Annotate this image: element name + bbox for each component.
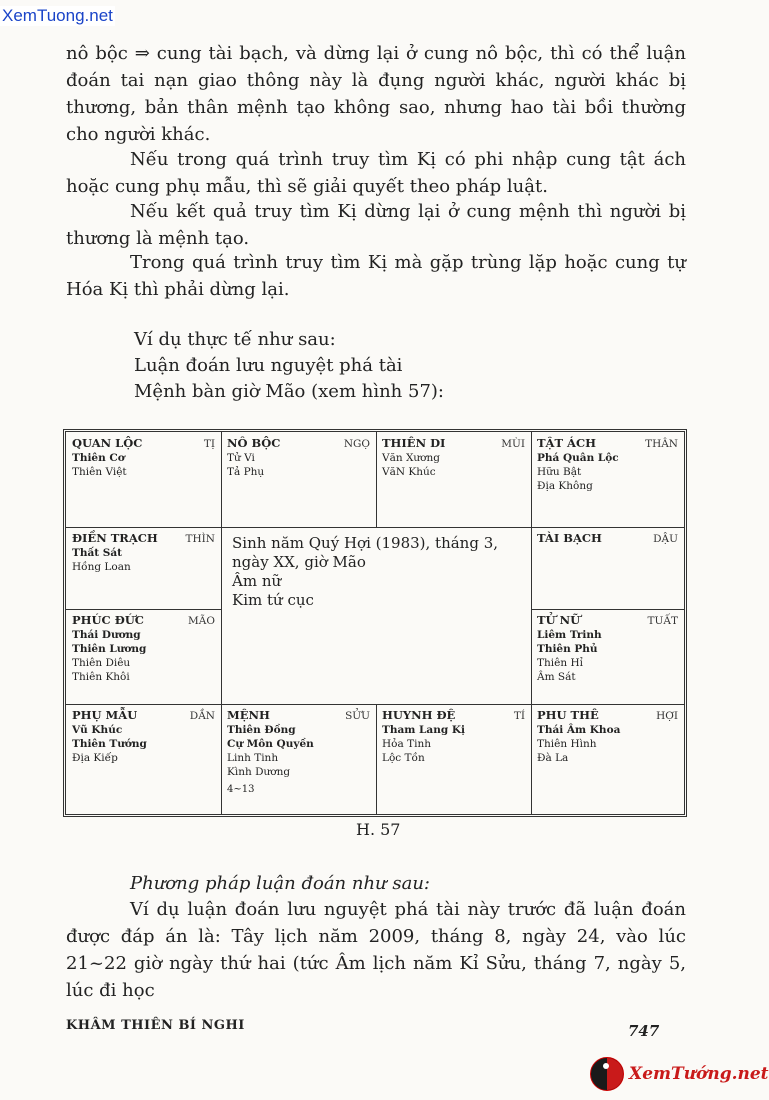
star: Tả Phụ xyxy=(227,466,265,478)
star: Văn Xương xyxy=(382,452,440,464)
palace-thien-di xyxy=(376,432,531,527)
figure-caption: H. 57 xyxy=(356,820,401,839)
star: Linh Tinh xyxy=(227,752,279,764)
yin-yang-icon xyxy=(590,1057,624,1091)
palace-branch: DẬU xyxy=(653,533,678,545)
star: Thái Âm Khoa xyxy=(537,724,621,736)
palace-branch: THÌN xyxy=(185,533,215,545)
star: Địa Không xyxy=(537,480,593,492)
gender-info: Âm nữ xyxy=(232,572,282,590)
star: Cự Môn Quyền xyxy=(227,738,314,750)
age-cycle: 4~13 xyxy=(227,784,255,795)
page-number: 747 xyxy=(628,1022,660,1040)
palace-branch: SỬU xyxy=(345,710,370,722)
palace-dien-trach xyxy=(66,527,221,609)
palace-name: TẬT ÁCH xyxy=(537,436,596,450)
palace-huynh-de xyxy=(376,704,531,814)
palace-name: QUAN LỘC xyxy=(72,436,143,450)
palace-tu-nu xyxy=(531,609,684,704)
palace-branch: NGỌ xyxy=(343,438,370,450)
birth-info: Sinh năm Quý Hợi (1983), tháng 3, ngày XX, giờ Mão xyxy=(232,534,499,571)
palace-branch: DẦN xyxy=(189,710,215,722)
star: Hồng Loan xyxy=(72,561,131,573)
star: Thiên Diêu xyxy=(72,657,131,669)
star: Thất Sát xyxy=(72,547,122,559)
star: Thiên Cơ xyxy=(72,452,125,464)
star: Thiên Khôi xyxy=(72,671,130,683)
palace-name: ĐIỀN TRẠCH xyxy=(72,531,158,545)
paragraph-2: Nếu trong quá trình truy tìm Kị có phi nhập cung tật ách hoặc cung phụ mẫu, thì sẽ giải quyết theo pháp luật. xyxy=(66,149,686,197)
palace-name: TÀI BẠCH xyxy=(537,531,602,545)
watermark-bottom[interactable] xyxy=(590,1057,769,1091)
star: Địa Kiếp xyxy=(72,752,118,764)
palace-name: TỬ NỮ xyxy=(537,613,581,627)
palace-branch: THÂN xyxy=(645,438,678,450)
palace-branch: TỊ xyxy=(203,438,215,450)
palace-branch: MÙI xyxy=(501,438,525,450)
star: Thiên Lương xyxy=(72,643,147,655)
star: Âm Sát xyxy=(537,671,576,683)
star: Thiên Hỉ xyxy=(537,657,583,669)
example-line-3: Mệnh bàn giờ Mão (xem hình 57): xyxy=(134,381,444,402)
palace-name: HUYNH ĐỆ xyxy=(382,708,456,722)
paragraph-3: Nếu kết quả truy tìm Kị dừng lại ở cung mệnh thì người bị thương là mệnh tạo. xyxy=(66,201,686,249)
star: Đà La xyxy=(537,752,569,764)
palace-no-boc xyxy=(221,432,376,527)
palace-menh xyxy=(221,704,376,814)
star: Thiên Đồng xyxy=(227,724,296,736)
star: Thiên Hình xyxy=(537,738,597,750)
element-info: Kim tứ cục xyxy=(232,591,314,609)
palace-phuc-duc xyxy=(66,609,221,704)
palace-quan-loc xyxy=(66,432,221,527)
star: Thiên Việt xyxy=(72,466,127,478)
star: Phá Quân Lộc xyxy=(537,452,619,464)
palace-phu-mau xyxy=(66,704,221,814)
palace-tai-bach xyxy=(531,527,684,609)
palace-tat-ach xyxy=(531,432,684,527)
star: VăN Khúc xyxy=(382,466,436,478)
paragraph-4: Trong quá trình truy tìm Kị mà gặp trùng lặp hoặc cung tự Hóa Kị thì phải dừng lại. xyxy=(66,252,686,300)
star: Liêm Trinh xyxy=(537,629,602,641)
palace-phu-the xyxy=(531,704,684,814)
star: Tham Lang Kị xyxy=(382,724,465,736)
palace-name: THIÊN DI xyxy=(382,436,446,450)
palace-branch: TÍ xyxy=(513,710,525,722)
watermark-top[interactable]: XemTuong.net xyxy=(2,6,113,25)
method-text: Ví dụ luận đoán lưu nguyệt phá tài này trước đã luận đoán được đáp án là: Tây lịch năm 2009, tháng 8, ngày 24, vào lúc 21~22 giờ ngày thứ hai (tức Âm lịch năm Kỉ Sửu, tháng 7, ngày 5, lúc đi học xyxy=(66,899,686,1001)
chart-center-info xyxy=(226,534,536,610)
star: Thiên Tướng xyxy=(72,738,147,750)
star: Thái Dương xyxy=(72,629,141,641)
example-line-1: Ví dụ thực tế như sau: xyxy=(134,329,336,350)
palace-branch: MÃO xyxy=(188,615,215,627)
palace-name: PHU THÊ xyxy=(537,708,599,722)
method-title: Phương pháp luận đoán như sau: xyxy=(130,873,430,894)
watermark-bottom-text: XemTướng.net xyxy=(629,1064,769,1084)
paragraph-1: nô bộc ⇒ cung tài bạch, và dừng lại ở cung nô bộc, thì có thể luận đoán tai nạn giao thông này là đụng người khác, người khác bị thương, bản thân mệnh tạo không sao, nhưng hao tài bồi thường cho người khác. xyxy=(66,43,686,145)
star: Hữu Bật xyxy=(537,466,582,478)
palace-branch: TUẤT xyxy=(647,615,678,627)
palace-name: PHỤ MẪU xyxy=(72,708,138,722)
book-title: KHÂM THIÊN BÍ NGHI xyxy=(66,1018,245,1033)
astrology-chart xyxy=(63,429,687,817)
palace-branch: HỢI xyxy=(656,710,678,722)
palace-name: PHÚC ĐỨC xyxy=(72,613,144,627)
palace-name: NÔ BỘC xyxy=(227,436,281,450)
star: Vũ Khúc xyxy=(72,724,123,736)
star: Tử Vi xyxy=(227,452,255,464)
example-line-2: Luận đoán lưu nguyệt phá tài xyxy=(134,355,403,376)
star: Thiên Phủ xyxy=(537,643,598,655)
star: Kình Dương xyxy=(227,766,291,778)
palace-name: MỆNH xyxy=(227,708,270,722)
star: Hỏa Tinh xyxy=(382,738,431,750)
star: Lộc Tồn xyxy=(382,752,425,764)
